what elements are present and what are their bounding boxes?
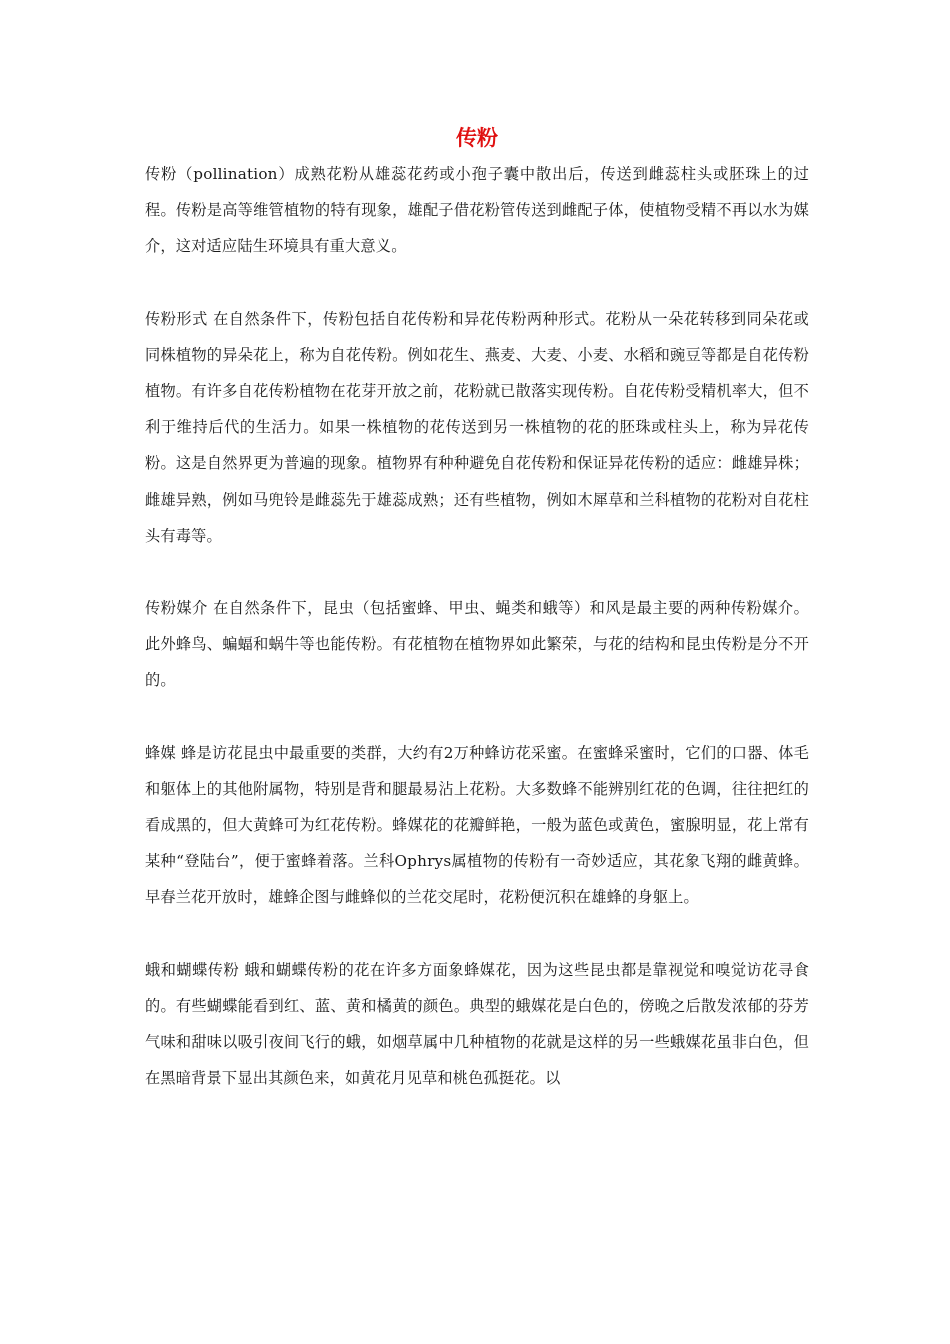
paragraph-pollination-forms: 传粉形式 在自然条件下，传粉包括自花传粉和异花传粉两种形式。花粉从一朵花转移到同朵花或同株植物的异朵花上，称为自花传粉。例如花生、燕麦、大麦、小麦、水稻和豌豆等都是自花传粉植物。有许多自花传粉植物在花芽开放之前，花粉就已散落实现传粉。自花传粉受精机率大，但不利于维持后代的生活力。如果一株植物的花传送到另一株植物的花的胚珠或柱头上，称为异花传粉。这是自然界更为普遍的现象。植物界有种种避免自花传粉和保证异花传粉的适应：雌雄异株；雌雄异熟，例如马兜铃是雌蕊先于雄蕊成熟；还有些植物，例如木犀草和兰科植物的花粉对自花柱头有毒等。: [145, 309, 809, 545]
paragraph-moth-butterfly-pollination: 蛾和蝴蝶传粉 蛾和蝴蝶传粉的花在许多方面象蜂媒花，因为这些昆虫都是靠视觉和嗅觉访花寻食的。有些蝴蝶能看到红、蓝、黄和橘黄的颜色。典型的蛾媒花是白色的，傍晚之后散发浓郁的芬芳气味和甜味以吸引夜间飞行的蛾，如烟草属中几种植物的花就是这样的另一些蛾媒花虽非白色，但在黑暗背景下显出其颜色来，如黄花月见草和桃色孤挺花。以: [145, 960, 809, 1088]
document-page: [145, 120, 809, 1132]
paragraph-pollination-definition: 传粉（pollination）成熟花粉从雄蕊花药或小孢子囊中散出后，传送到雌蕊柱头或胚珠上的过程。传粉是高等维管植物的特有现象，雄配子借花粉管传送到雌配子体，使植物受精不再以水为媒介，这对适应陆生环境具有重大意义。: [145, 165, 809, 256]
document-title: 传粉: [456, 125, 498, 150]
paragraph-bee-pollination: 蜂媒 蜂是访花昆虫中最重要的类群，大约有2万种蜂访花采蜜。在蜜蜂采蜜时，它们的口器、体毛和躯体上的其他附属物，特别是背和腿最易沾上花粉。大多数蜂不能辨别红花的色调，往往把红的看成黑的，但大黄蜂可为红花传粉。蜂媒花的花瓣鲜艳，一般为蓝色或黄色，蜜腺明显，花上常有某种“登陆台”，便于蜜蜂着落。兰科Ophrys属植物的传粉有一奇妙适应，其花象飞翔的雌黄蜂。早春兰花开放时，雄蜂企图与雌蜂似的兰花交尾时，花粉便沉积在雄蜂的身躯上。: [145, 743, 809, 907]
paragraph-pollination-media: 传粉媒介 在自然条件下，昆虫（包括蜜蜂、甲虫、蝇类和蛾等）和风是最主要的两种传粉媒介。此外蜂鸟、蝙蝠和蜗牛等也能传粉。有花植物在植物界如此繁荣，与花的结构和昆虫传粉是分不开的。: [145, 599, 809, 690]
